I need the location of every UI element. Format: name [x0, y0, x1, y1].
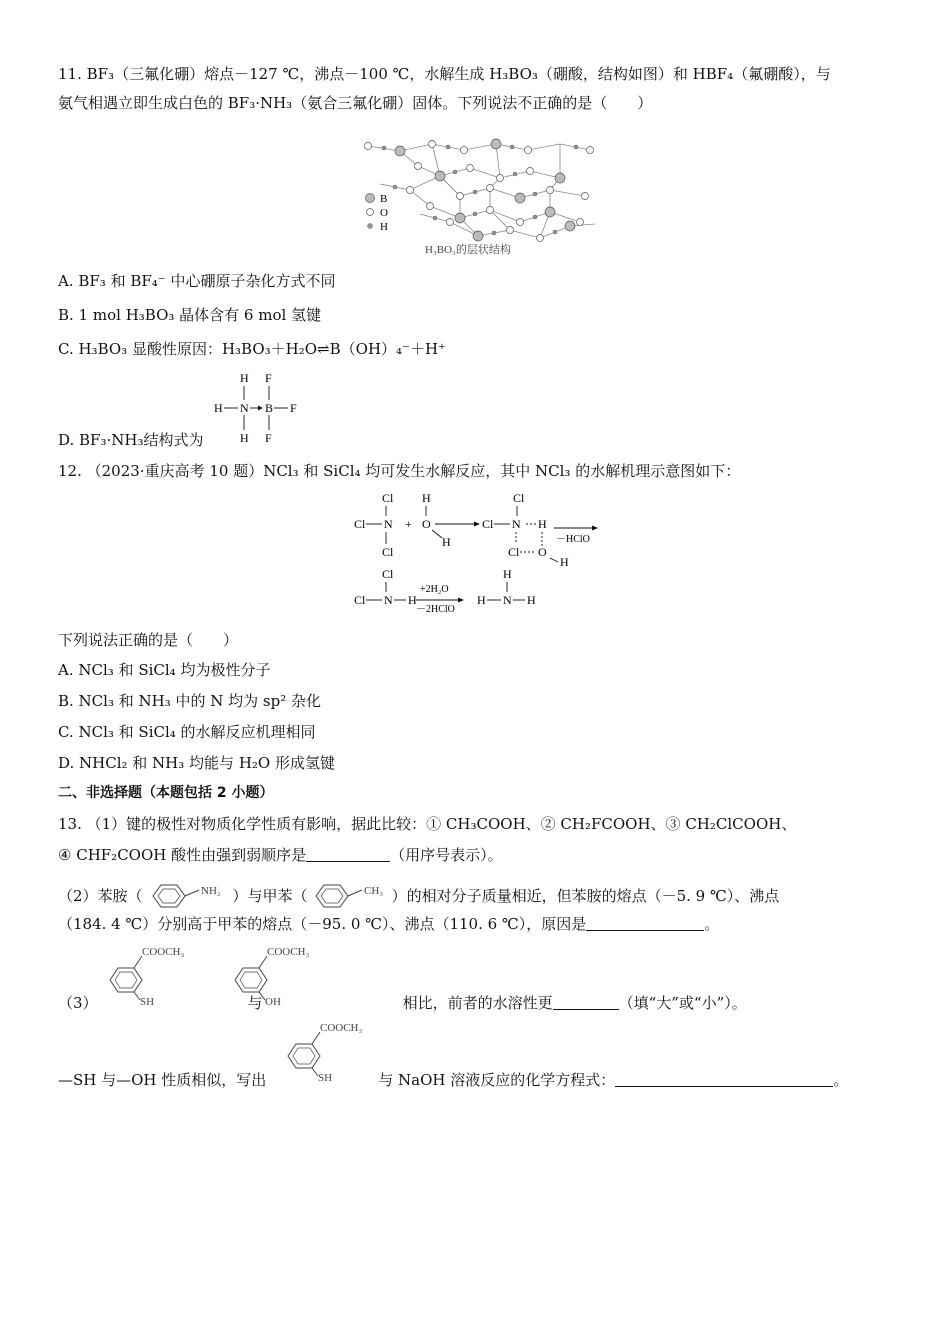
svg-text:H: H: [442, 535, 451, 549]
ncl3-hydrolysis-mechanism: [350, 488, 610, 616]
svg-text:F: F: [265, 371, 272, 385]
svg-text:H: H: [214, 401, 223, 415]
q12-option-d[interactable]: D. NHCl₂ 和 NH₃ 均能与 H₂O 形成氢键: [58, 754, 335, 772]
svg-text:H: H: [538, 517, 547, 531]
q12-stem: 12. （2023·重庆高考 10 题）NCl₃ 和 SiCl₄ 均可发生水解反应，其中 NCl₃ 的水解机理示意图如下：: [58, 462, 741, 480]
figure-caption: H₃BO₃的层状结构: [425, 244, 511, 256]
svg-text:Cl: Cl: [513, 491, 525, 505]
q11-option-b[interactable]: B. 1 mol H₃BO₃ 晶体含有 6 mol 氢键: [58, 306, 322, 324]
svg-text:－HClO: －HClO: [556, 534, 590, 545]
svg-text:COOCH₃: COOCH₃: [320, 1022, 363, 1034]
svg-text:B: B: [265, 401, 274, 415]
q11-option-a[interactable]: A. BF₃ 和 BF₄⁻ 中心硼原子杂化方式不同: [58, 272, 336, 290]
svg-text:SH: SH: [318, 1072, 333, 1084]
svg-text:+2H₂O: +2H₂O: [420, 584, 449, 595]
svg-text:O: O: [538, 545, 547, 559]
svg-text:H: H: [477, 593, 486, 607]
svg-text:H: H: [527, 593, 536, 607]
q13-part1-line1: 13. （1）键的极性对物质化学性质有影响，据此比较：① CH₃COOH、② CH₂FCOOH、③ CH₂ClCOOH、: [58, 815, 797, 833]
section-heading: 二、非选择题（本题包括 2 小题）: [58, 785, 274, 801]
svg-text:+: +: [405, 517, 412, 531]
svg-text:H: H: [408, 593, 417, 607]
svg-text:COOCH₃: COOCH₃: [267, 946, 310, 958]
svg-text:Cl: Cl: [354, 593, 366, 607]
q12-option-c[interactable]: C. NCl₃ 和 SiCl₄ 的水解反应机理相同: [58, 723, 316, 741]
methyl-salicylate-structure: [225, 942, 335, 1012]
svg-text:F: F: [265, 431, 272, 445]
q11-option-c[interactable]: C. H₃BO₃ 显酸性原因：H₃BO₃＋H₂O⇌B（OH）₄⁻＋H⁺: [58, 340, 446, 358]
svg-text:H: H: [503, 567, 512, 581]
answer-blank-4[interactable]: [615, 1071, 833, 1087]
q13-part3: （3） 与 相比，前者的水溶性更 （填“大”或“小”）。: [58, 994, 747, 1012]
answer-blank-1[interactable]: [306, 846, 390, 862]
q12-option-b[interactable]: B. NCl₃ 和 NH₃ 中的 N 均为 sp² 杂化: [58, 692, 322, 710]
svg-text:OH: OH: [265, 996, 281, 1008]
svg-text:H: H: [240, 371, 249, 385]
toluene-structure: [308, 883, 392, 909]
svg-text:Cl: Cl: [354, 517, 366, 531]
svg-text:Cl: Cl: [382, 545, 394, 559]
svg-text:CH₃: CH₃: [363, 885, 383, 897]
methyl-thiosalicylate-structure-1: [100, 942, 200, 1012]
q11-option-d[interactable]: D. BF₃·NH₃结构式为: [58, 431, 204, 449]
svg-text:SH: SH: [140, 996, 155, 1008]
q13-part2-line1: （2）苯胺（ NH₂ ）与甲苯（ CH₃ ）的相对分子质量相近，但苯胺的熔点（－5. 9 ℃）、沸点: [58, 883, 779, 909]
q13-part2-line2: （184. 4 ℃）分别高于甲苯的熔点（－95. 0 ℃）、沸点（110. 6 ℃），原因是 。: [58, 915, 720, 933]
svg-text:N: N: [240, 401, 249, 415]
svg-text:Cl: Cl: [382, 567, 394, 581]
bf3nh3-structure: [210, 368, 310, 446]
svg-text:H: H: [422, 491, 431, 505]
q13-part1-line2: ④ CHF₂COOH 酸性由强到弱顺序是 （用序号表示）。: [58, 846, 503, 864]
q11-stem-line2: 氨气相遇立即生成白色的 BF₃·NH₃（氨合三氟化硼）固体。下列说法不正确的是（ ）: [58, 94, 653, 112]
svg-text:COOCH₃: COOCH₃: [142, 946, 185, 958]
answer-blank-3[interactable]: [553, 994, 619, 1010]
svg-text:H: H: [240, 431, 249, 445]
svg-text:N: N: [512, 517, 521, 531]
q12-option-a[interactable]: A. NCl₃ 和 SiCl₄ 均为极性分子: [58, 661, 271, 679]
legend-h: H: [380, 221, 388, 233]
aniline-structure: [143, 883, 233, 909]
svg-text:Cl: Cl: [482, 517, 494, 531]
svg-text:Cl: Cl: [382, 491, 394, 505]
svg-text:O: O: [422, 517, 431, 531]
svg-text:N: N: [503, 593, 512, 607]
legend-b: B: [380, 193, 388, 205]
svg-text:H: H: [560, 555, 569, 569]
svg-text:Cl: Cl: [508, 545, 520, 559]
q13-part4: —SH 与—OH 性质相似，写出 与 NaOH 溶液反应的化学方程式： 。: [58, 1071, 849, 1089]
legend-o: O: [380, 207, 388, 219]
svg-text:N: N: [384, 517, 393, 531]
svg-text:NH₂: NH₂: [200, 885, 221, 897]
svg-text:F: F: [290, 401, 297, 415]
answer-blank-2[interactable]: [586, 915, 704, 931]
q12-prompt: 下列说法正确的是（ ）: [58, 631, 239, 649]
svg-text:－2HClO: －2HClO: [416, 604, 455, 615]
svg-text:N: N: [384, 593, 393, 607]
h3bo3-layer-figure: [360, 126, 600, 258]
q11-stem-line1: 11. BF₃（三氟化硼）熔点－127 ℃，沸点－100 ℃，水解生成 H₃BO₃（硼酸，结构如图）和 HBF₄（氟硼酸），与: [58, 65, 831, 83]
